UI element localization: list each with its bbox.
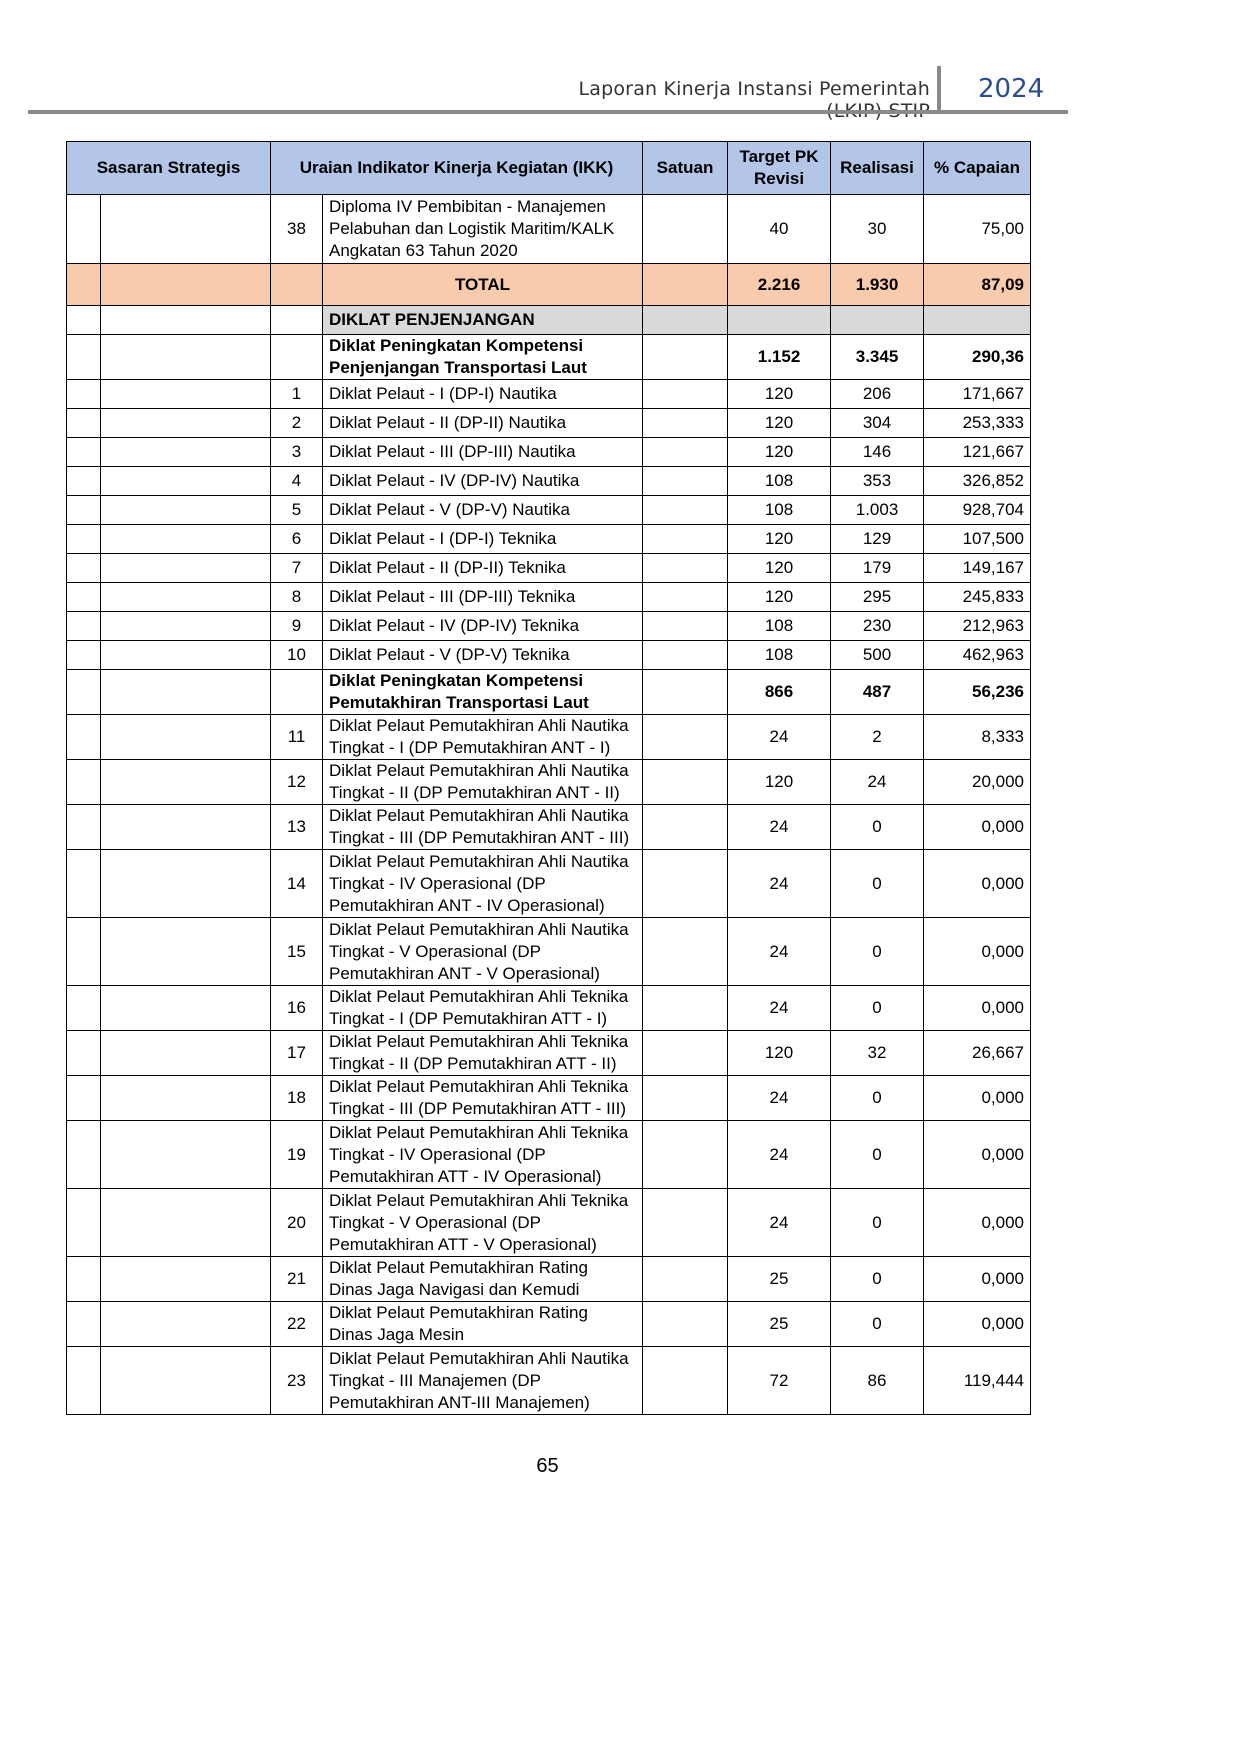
- target-value: 72: [728, 1347, 831, 1415]
- capaian-value: 928,704: [924, 496, 1031, 525]
- indicator-name: Diklat Pelaut Pemutakhiran Ahli Nautika Tingkat - I (DP Pemutakhiran ANT - I): [323, 715, 643, 760]
- indicator-name: Diklat Pelaut Pemutakhiran Ahli Teknika Tingkat - IV Operasional (DP Pemutakhiran ATT - IV Operasional): [323, 1121, 643, 1189]
- indicator-name: Diklat Pelaut Pemutakhiran Ahli Nautika Tingkat - III Manajemen (DP Pemutakhiran ANT-III Manajemen): [323, 1347, 643, 1415]
- target-value: 120: [728, 409, 831, 438]
- col-header-capaian: % Capaian: [924, 142, 1031, 195]
- capaian-value: 26,667: [924, 1031, 1031, 1076]
- row-number: 23: [271, 1347, 323, 1415]
- row-number: 21: [271, 1257, 323, 1302]
- row-number: 5: [271, 496, 323, 525]
- row-number: 1: [271, 380, 323, 409]
- indicator-name: Diklat Pelaut Pemutakhiran Ahli Teknika Tingkat - V Operasional (DP Pemutakhiran ATT - V Operasional): [323, 1189, 643, 1257]
- row-number: 10: [271, 641, 323, 670]
- capaian-value: 171,667: [924, 380, 1031, 409]
- indicator-name: Diklat Pelaut - III (DP-III) Nautika: [323, 438, 643, 467]
- realisasi-value: 0: [831, 1302, 924, 1347]
- indicator-name: Diklat Pelaut - II (DP-II) Teknika: [323, 554, 643, 583]
- target-value: 120: [728, 554, 831, 583]
- table-row: [67, 986, 1031, 1031]
- row-number: 4: [271, 467, 323, 496]
- table-row: [67, 1302, 1031, 1347]
- indicator-name: Diklat Pelaut - IV (DP-IV) Teknika: [323, 612, 643, 641]
- section-label: DIKLAT PENJENJANGAN: [323, 306, 643, 335]
- realisasi-value: 129: [831, 525, 924, 554]
- capaian-value: 20,000: [924, 760, 1031, 805]
- target-value: 24: [728, 1189, 831, 1257]
- indicator-name: Diklat Pelaut Pemutakhiran Ahli Nautika Tingkat - III (DP Pemutakhiran ANT - III): [323, 805, 643, 850]
- capaian-value: 119,444: [924, 1347, 1031, 1415]
- table-row: [67, 1076, 1031, 1121]
- realisasi-value: 0: [831, 1189, 924, 1257]
- realisasi-value: 0: [831, 1076, 924, 1121]
- capaian-value: 121,667: [924, 438, 1031, 467]
- table-row: [67, 409, 1031, 438]
- group-capaian: 56,236: [924, 670, 1031, 715]
- indicator-name: Diklat Pelaut - V (DP-V) Nautika: [323, 496, 643, 525]
- report-title: Laporan Kinerja Instansi Pemerintah: [578, 78, 930, 100]
- realisasi-value: 179: [831, 554, 924, 583]
- target-value: 24: [728, 805, 831, 850]
- table-header-row: [67, 142, 1031, 195]
- performance-table: [66, 141, 1031, 1415]
- table-row: [67, 805, 1031, 850]
- group-realisasi: 3.345: [831, 335, 924, 380]
- target-value: 120: [728, 380, 831, 409]
- indicator-name: Diklat Pelaut Pemutakhiran Ahli Nautika Tingkat - II (DP Pemutakhiran ANT - II): [323, 760, 643, 805]
- target-value: 24: [728, 1076, 831, 1121]
- col-header-realisasi: Realisasi: [831, 142, 924, 195]
- table-row: [67, 583, 1031, 612]
- realisasi-value: 500: [831, 641, 924, 670]
- row-number: 11: [271, 715, 323, 760]
- indicator-name: Diklat Pelaut Pemutakhiran Rating Dinas Jaga Navigasi dan Kemudi: [323, 1257, 643, 1302]
- realisasi-value: 295: [831, 583, 924, 612]
- capaian-value: 0,000: [924, 1257, 1031, 1302]
- target-value: 120: [728, 438, 831, 467]
- target-value: 24: [728, 986, 831, 1031]
- table-row: [67, 760, 1031, 805]
- row-number: 12: [271, 760, 323, 805]
- capaian-value: 8,333: [924, 715, 1031, 760]
- header-divider: [937, 66, 941, 114]
- row-number: 15: [271, 918, 323, 986]
- indicator-name: Diklat Pelaut Pemutakhiran Ahli Nautika Tingkat - V Operasional (DP Pemutakhiran ANT - V Operasional): [323, 918, 643, 986]
- row-number: 8: [271, 583, 323, 612]
- table-row: [67, 918, 1031, 986]
- capaian-value: 0,000: [924, 986, 1031, 1031]
- row-number: 22: [271, 1302, 323, 1347]
- col-header-uraian: Uraian Indikator Kinerja Kegiatan (IKK): [271, 142, 643, 195]
- indicator-name: Diklat Pelaut Pemutakhiran Ahli Nautika Tingkat - IV Operasional (DP Pemutakhiran ANT - IV Operasional): [323, 850, 643, 918]
- total-realisasi: 1.930: [831, 264, 924, 306]
- realisasi-value: 86: [831, 1347, 924, 1415]
- group-realisasi: 487: [831, 670, 924, 715]
- indicator-name: Diklat Pelaut - I (DP-I) Teknika: [323, 525, 643, 554]
- realisasi-value: 0: [831, 805, 924, 850]
- total-capaian: 87,09: [924, 264, 1031, 306]
- table-row: [67, 1189, 1031, 1257]
- row-number: 7: [271, 554, 323, 583]
- indicator-name: Diklat Pelaut - I (DP-I) Nautika: [323, 380, 643, 409]
- target-value: 25: [728, 1257, 831, 1302]
- target-value: 120: [728, 525, 831, 554]
- indicator-name: Diklat Pelaut - II (DP-II) Nautika: [323, 409, 643, 438]
- indicator-name: Diklat Pelaut Pemutakhiran Ahli Teknika Tingkat - III (DP Pemutakhiran ATT - III): [323, 1076, 643, 1121]
- col-header-sasaran: Sasaran Strategis: [67, 142, 271, 195]
- group-capaian: 290,36: [924, 335, 1031, 380]
- table-row: [67, 467, 1031, 496]
- table-row: [67, 1347, 1031, 1415]
- table-row: [67, 1031, 1031, 1076]
- target-value: 108: [728, 467, 831, 496]
- indicator-name: Diklat Pelaut - V (DP-V) Teknika: [323, 641, 643, 670]
- group-label: Diklat Peningkatan Kompetensi Penjenjangan Transportasi Laut: [323, 335, 643, 380]
- capaian-value: 0,000: [924, 805, 1031, 850]
- row-number: 38: [271, 195, 323, 264]
- row-number: 16: [271, 986, 323, 1031]
- row-number: 3: [271, 438, 323, 467]
- target-value: 108: [728, 641, 831, 670]
- capaian-value: 0,000: [924, 1189, 1031, 1257]
- table-row: [67, 496, 1031, 525]
- capaian-value: 253,333: [924, 409, 1031, 438]
- table-row: [67, 525, 1031, 554]
- realisasi-value: 0: [831, 850, 924, 918]
- capaian-value: 212,963: [924, 612, 1031, 641]
- row-number: 6: [271, 525, 323, 554]
- target-value: 24: [728, 715, 831, 760]
- total-target: 2.216: [728, 264, 831, 306]
- header-rule: [28, 110, 1068, 114]
- table-row: [67, 612, 1031, 641]
- capaian-value: 0,000: [924, 1302, 1031, 1347]
- realisasi-value: 0: [831, 918, 924, 986]
- target-value: 120: [728, 1031, 831, 1076]
- target-value: 108: [728, 612, 831, 641]
- row-number: 17: [271, 1031, 323, 1076]
- indicator-name: Diklat Pelaut - IV (DP-IV) Nautika: [323, 467, 643, 496]
- capaian-value: 149,167: [924, 554, 1031, 583]
- row-number: 2: [271, 409, 323, 438]
- col-header-target: Target PK Revisi: [728, 142, 831, 195]
- total-row: [67, 264, 1031, 306]
- table-row: [67, 195, 1031, 264]
- group-row-pemutakhiran: [67, 670, 1031, 715]
- realisasi-value: 304: [831, 409, 924, 438]
- capaian-value: 75,00: [924, 195, 1031, 264]
- capaian-value: 462,963: [924, 641, 1031, 670]
- table-row: [67, 715, 1031, 760]
- table-row: [67, 554, 1031, 583]
- section-row: [67, 306, 1031, 335]
- target-value: 120: [728, 760, 831, 805]
- indicator-name: Diklat Pelaut Pemutakhiran Ahli Teknika Tingkat - II (DP Pemutakhiran ATT - II): [323, 1031, 643, 1076]
- realisasi-value: 0: [831, 1121, 924, 1189]
- row-number: 13: [271, 805, 323, 850]
- indicator-name: Diklat Pelaut Pemutakhiran Rating Dinas Jaga Mesin: [323, 1302, 643, 1347]
- group-target: 866: [728, 670, 831, 715]
- target-value: 40: [728, 195, 831, 264]
- realisasi-value: 206: [831, 380, 924, 409]
- group-label: Diklat Peningkatan Kompetensi Pemutakhiran Transportasi Laut: [323, 670, 643, 715]
- total-label: TOTAL: [323, 264, 643, 306]
- capaian-value: 0,000: [924, 850, 1031, 918]
- realisasi-value: 353: [831, 467, 924, 496]
- realisasi-value: 146: [831, 438, 924, 467]
- realisasi-value: 230: [831, 612, 924, 641]
- realisasi-value: 32: [831, 1031, 924, 1076]
- capaian-value: 0,000: [924, 1076, 1031, 1121]
- realisasi-value: 2: [831, 715, 924, 760]
- target-value: 24: [728, 850, 831, 918]
- realisasi-value: 1.003: [831, 496, 924, 525]
- row-number: 14: [271, 850, 323, 918]
- col-header-satuan: Satuan: [643, 142, 728, 195]
- target-value: 24: [728, 918, 831, 986]
- realisasi-value: 0: [831, 1257, 924, 1302]
- group-target: 1.152: [728, 335, 831, 380]
- table-row: [67, 850, 1031, 918]
- indicator-name: Diklat Pelaut - III (DP-III) Teknika: [323, 583, 643, 612]
- capaian-value: 0,000: [924, 1121, 1031, 1189]
- page-number: 65: [536, 1455, 559, 1477]
- realisasi-value: 24: [831, 760, 924, 805]
- realisasi-value: 30: [831, 195, 924, 264]
- table-row: [67, 1257, 1031, 1302]
- table-row: [67, 380, 1031, 409]
- target-value: 24: [728, 1121, 831, 1189]
- row-number: 20: [271, 1189, 323, 1257]
- indicator-name: Diploma IV Pembibitan - Manajemen Pelabuhan dan Logistik Maritim/KALK Angkatan 63 Tahun 2020: [323, 195, 643, 264]
- row-number: 18: [271, 1076, 323, 1121]
- capaian-value: 0,000: [924, 918, 1031, 986]
- row-number: 19: [271, 1121, 323, 1189]
- target-value: 25: [728, 1302, 831, 1347]
- capaian-value: 326,852: [924, 467, 1031, 496]
- row-number: 9: [271, 612, 323, 641]
- report-year: 2024: [978, 74, 1045, 104]
- indicator-name: Diklat Pelaut Pemutakhiran Ahli Teknika Tingkat - I (DP Pemutakhiran ATT - I): [323, 986, 643, 1031]
- capaian-value: 107,500: [924, 525, 1031, 554]
- group-row-penjenjangan: [67, 335, 1031, 380]
- table-row: [67, 641, 1031, 670]
- table-row: [67, 438, 1031, 467]
- realisasi-value: 0: [831, 986, 924, 1031]
- capaian-value: 245,833: [924, 583, 1031, 612]
- target-value: 120: [728, 583, 831, 612]
- target-value: 108: [728, 496, 831, 525]
- table-row: [67, 1121, 1031, 1189]
